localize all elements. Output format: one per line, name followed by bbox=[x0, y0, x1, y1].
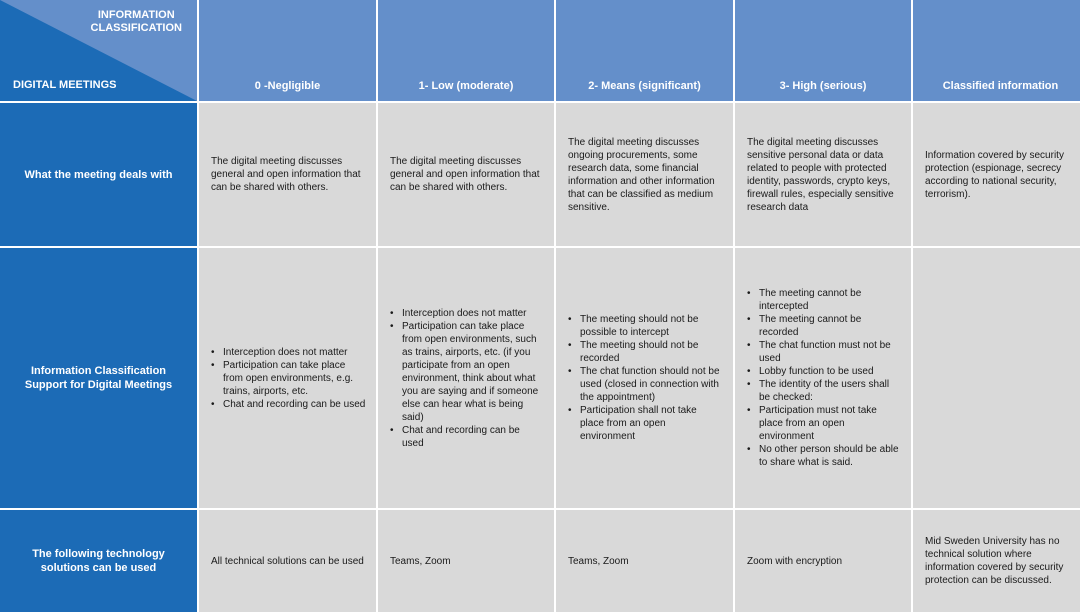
list-item: • Participation must not take place from an open environment bbox=[759, 404, 901, 443]
tech-text: All technical solutions can be used bbox=[211, 555, 364, 567]
list-item: • The identity of the users shall be checked: bbox=[759, 378, 901, 404]
deals-cell-high bbox=[735, 103, 911, 246]
list-item: • Chat and recording can be used bbox=[402, 424, 544, 450]
list-item: • The chat function must not be used bbox=[759, 339, 901, 365]
tech-cell-high bbox=[735, 510, 911, 612]
deals-text: The digital meeting discusses ongoing procurements, some research data, some financial information and other information that can be classified as medium sensitive. bbox=[568, 136, 715, 213]
deals-text: The digital meeting discusses sensitive personal data or data related to people with protected identity, passwords, crypto keys, firewall rules, especially sensitive research data bbox=[747, 136, 894, 213]
support-list bbox=[390, 307, 544, 450]
column-header-means: 2- Means (significant) bbox=[556, 0, 733, 101]
support-cell-low bbox=[378, 248, 554, 508]
list-item: • The meeting should not be possible to intercept bbox=[580, 313, 723, 339]
list-item: • Lobby function to be used bbox=[759, 365, 901, 378]
tech-text: Zoom with encryption bbox=[747, 555, 843, 567]
support-list bbox=[211, 346, 366, 411]
list-item: • The meeting cannot be intercepted bbox=[759, 287, 901, 313]
support-cell-negligible bbox=[199, 248, 376, 508]
tech-text: Teams, Zoom bbox=[568, 555, 629, 567]
list-item: • The meeting cannot be recorded bbox=[759, 313, 901, 339]
support-list bbox=[568, 313, 723, 443]
deals-cell-means bbox=[556, 103, 733, 246]
deals-cell-negligible bbox=[199, 103, 376, 246]
row-header-support: Information Classification Support for Digital Meetings bbox=[0, 248, 197, 508]
support-cell-high bbox=[735, 248, 911, 508]
row-header-tech: The following technology solutions can be used bbox=[0, 510, 197, 612]
tech-text: Mid Sweden University has no technical solution where information covered by security protection can be discussed. bbox=[925, 536, 1064, 586]
corner-bottom-label: DIGITAL MEETINGS bbox=[13, 79, 117, 91]
tech-cell-negligible bbox=[199, 510, 376, 612]
list-item: • No other person should be able to share what is said. bbox=[759, 443, 901, 469]
support-cell-means bbox=[556, 248, 733, 508]
tech-cell-low bbox=[378, 510, 554, 612]
tech-text: Teams, Zoom bbox=[390, 555, 451, 567]
deals-text: The digital meeting discusses general and open information that can be shared with others. bbox=[390, 156, 540, 193]
deals-text: The digital meeting discusses general and open information that can be shared with others. bbox=[211, 156, 361, 193]
column-header-negligible: 0 -Negligible bbox=[199, 0, 376, 101]
list-item: • Interception does not matter bbox=[223, 346, 366, 359]
column-header-low: 1- Low (moderate) bbox=[378, 0, 554, 101]
column-header-classified: Classified information bbox=[913, 0, 1080, 101]
support-cell-classified bbox=[913, 248, 1080, 508]
support-list bbox=[747, 287, 901, 469]
list-item: • Participation can take place from open environments, e.g. trains, airports, etc. bbox=[223, 359, 366, 398]
list-item: • The meeting should not be recorded bbox=[580, 339, 723, 365]
row-header-deals: What the meeting deals with bbox=[0, 103, 197, 246]
list-item: • Interception does not matter bbox=[402, 307, 544, 320]
tech-cell-classified bbox=[913, 510, 1080, 612]
list-item: • Participation shall not take place from an open environment bbox=[580, 404, 723, 443]
column-header-high: 3- High (serious) bbox=[735, 0, 911, 101]
corner-top-label: INFORMATION CLASSIFICATION bbox=[90, 9, 182, 34]
tech-cell-means bbox=[556, 510, 733, 612]
deals-cell-classified bbox=[913, 103, 1080, 246]
list-item: • The chat function should not be used (closed in connection with the appointment) bbox=[580, 365, 723, 404]
list-item: • Participation can take place from open environments, such as trains, airports, etc. (if you participate from an open environment, think about what you are saying and if someone else can hear what is being said) bbox=[402, 320, 544, 424]
deals-text: Information covered by security protection (espionage, secrecy according to national security, terrorism). bbox=[925, 149, 1064, 200]
list-item: • Chat and recording can be used bbox=[223, 398, 366, 411]
corner-header bbox=[0, 0, 197, 101]
deals-cell-low bbox=[378, 103, 554, 246]
